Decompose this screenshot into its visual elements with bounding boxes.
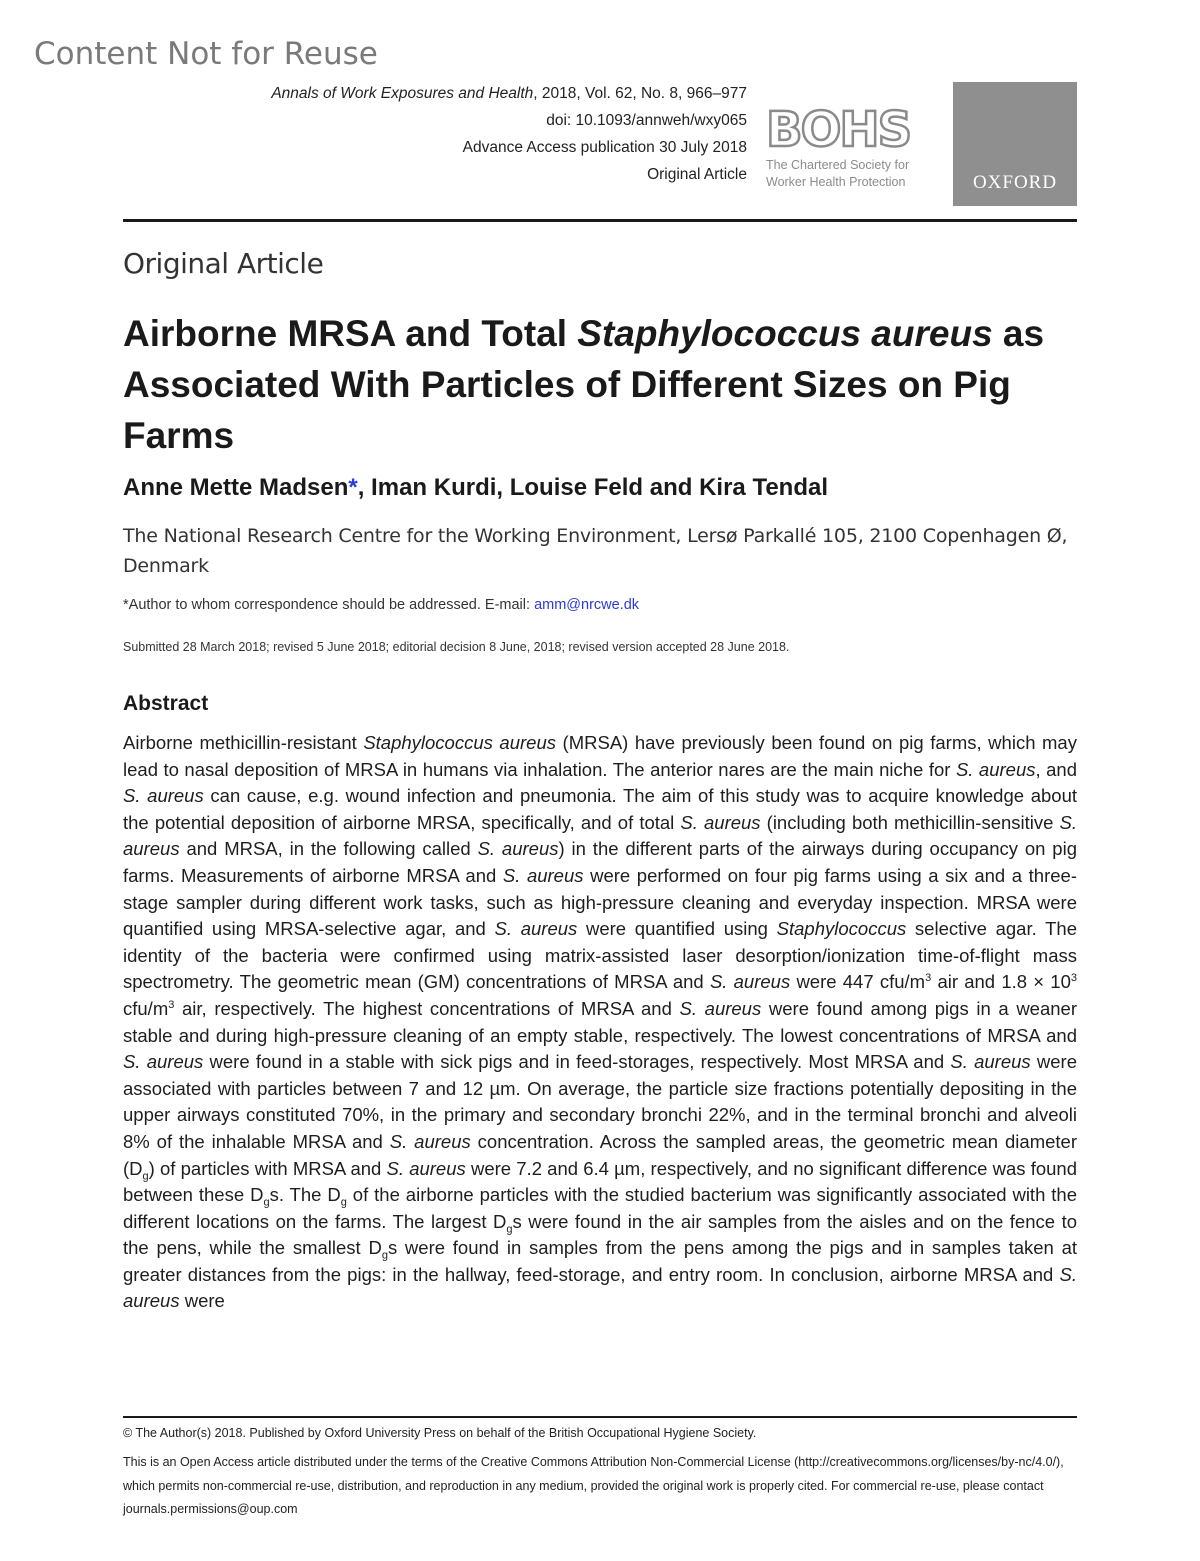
- oxford-logo: [953, 82, 1077, 206]
- abstract-segment: s were found in samples from the pens among the pigs and in samples taken at greater distances from the pigs: in the hallway, feed-storage, and entry room. In conclusion, airborne MRSA and: [123, 1237, 1077, 1285]
- abstract-segment: g: [340, 1196, 347, 1209]
- abstract-segment: g: [142, 1170, 149, 1183]
- title-italic: Staphylococcus aureus: [577, 313, 993, 354]
- abstract-segment: S. aureus: [494, 918, 578, 940]
- abstract-heading: Abstract: [123, 692, 209, 715]
- abstract-segment: S. aureus: [123, 1051, 204, 1073]
- affiliation: The National Research Centre for the Working Environment, Lersø Parkallé 105, 2100 Copenhagen Ø, Denmark: [123, 525, 1068, 577]
- abstract-segment: S. aureus: [502, 864, 584, 886]
- abstract-segment: 3: [168, 998, 175, 1011]
- abstract-segment: 3: [1070, 972, 1077, 985]
- footer-divider: [123, 1416, 1077, 1418]
- abstract-segment: (including both methicillin-sensitive: [760, 811, 1060, 833]
- journal-doi: doi: 10.1093/annweh/wxy065: [546, 112, 747, 129]
- abstract-segment: air and 1.8 × 10: [931, 971, 1071, 993]
- abstract-segment: Staphylococcus aureus: [363, 732, 556, 753]
- abstract-segment: were quantified using: [577, 918, 777, 940]
- title-part-1: Airborne MRSA and Total: [123, 313, 578, 354]
- abstract-segment: S. aureus: [680, 811, 761, 833]
- article-title: [123, 308, 1083, 461]
- author-rest: , Iman Kurdi, Louise Feld and Kira Tendal: [357, 474, 829, 501]
- article-type: Original Article: [123, 247, 324, 280]
- abstract-segment: Airborne methicillin-resistant: [123, 732, 364, 753]
- bohs-logo: [766, 104, 936, 190]
- oxford-logo-text: OXFORD: [972, 172, 1058, 193]
- correspondence-text: *Author to whom correspondence should be addressed. E-mail:: [123, 597, 535, 613]
- journal-volume: , 2018, Vol. 62, No. 8, 966–977: [533, 85, 747, 102]
- abstract-body: [123, 730, 1077, 1315]
- abstract-segment: were: [179, 1290, 225, 1312]
- abstract-segment: g: [506, 1223, 513, 1236]
- abstract-segment: , and: [1035, 758, 1077, 780]
- abstract-segment: were found in a stable with sick pigs and in feed-storages, respectively. Most MRSA and: [203, 1051, 951, 1073]
- abstract-segment: S. aureus: [123, 1263, 1077, 1312]
- abstract-segment: (MRSA) have previously been found on pig farms, which may lead to nasal deposition of MRSA in humans via inhalation. The anterior nares are the main niche for: [123, 732, 1077, 780]
- abstract-segment: can cause, e.g. wound infection and pneumonia. The aim of this study was to acquire knowledge about the potential deposition of airborne MRSA, specifically, and of total: [123, 785, 1077, 833]
- abstract-segment: were 7.2 and 6.4 µm, respectively, and no significant difference was found between these D: [123, 1157, 1078, 1206]
- abstract-segment: S. aureus: [955, 758, 1036, 780]
- abstract-segment: S. aureus: [709, 971, 791, 993]
- watermark: Content Not for Reuse: [34, 36, 378, 72]
- abstract-segment: s were found in the air samples from the aisles and on the fence to the pens, while the smallest D: [123, 1210, 1078, 1259]
- abstract-segment: S. aureus: [477, 838, 559, 860]
- abstract-segment: S. aureus: [386, 1157, 466, 1179]
- abstract-segment: s. The D: [269, 1184, 341, 1206]
- abstract-segment: Staphylococcus: [776, 918, 907, 940]
- submission-dates: Submitted 28 March 2018; revised 5 June 2018; editorial decision 8 June, 2018; revised version accepted 28 June 2018.: [123, 640, 790, 654]
- title-part-2: as Associated With Particles of Different Sizes on Pig Farms: [123, 313, 1045, 456]
- corresponding-author-link[interactable]: *: [348, 474, 358, 501]
- bohs-logo-tagline-1: The Chartered Society for: [766, 158, 910, 172]
- correspondence-note: [123, 597, 639, 613]
- bohs-logo-letters: BOHS: [766, 102, 911, 158]
- abstract-segment: S. aureus: [123, 785, 204, 807]
- abstract-segment: and MRSA, in the following called: [179, 838, 478, 860]
- abstract-segment: were found among pigs in a weaner stable and during high-pressure cleaning of an empty stable, respectively. The lowest concentrations of MRSA and: [123, 997, 1078, 1046]
- abstract-segment: air, respectively. The highest concentrations of MRSA and: [174, 997, 680, 1019]
- author-list: [123, 474, 828, 502]
- abstract-segment: were 447 cfu/m: [790, 971, 926, 993]
- license-notice: This is an Open Access article distributed under the terms of the Creative Commons Attribution Non-Commercial License (http://creativecommons.org/licenses/by-nc/4.0/), which permits non-commercial re-use, distribution, and reproduction in any medium, provided the original work is properly cited. For commercial re-use, please contact journals.permissions@oup.com: [123, 1455, 1064, 1516]
- abstract-segment: g: [263, 1196, 270, 1209]
- journal-name: Annals of Work Exposures and Health: [271, 85, 534, 102]
- abstract-segment: were associated with particles between 7 and 12 µm. On average, the particle size fractions potentially depositing in the upper airways constituted 70%, in the primary and secondary bronchi 22%, and in the terminal bronchi and alveoli 8% of the inhalable MRSA and: [123, 1051, 1077, 1152]
- journal-info: [271, 80, 747, 188]
- abstract-segment: were performed on four pig farms using a six and a three-stage sampler during different work tasks, such as high-pressure cleaning and everyday inspection. MRSA were quantified using MRSA-selective agar, and: [123, 864, 1077, 940]
- email-link[interactable]: amm@nrcwe.dk: [534, 597, 640, 613]
- abstract-segment: S. aureus: [679, 997, 762, 1019]
- journal-type: Original Article: [647, 166, 747, 183]
- abstract-segment: of the airborne particles with the studied bacterium was significantly associated with the different locations on the farms. The largest D: [123, 1184, 1078, 1232]
- abstract-segment: S. aureus: [950, 1051, 1031, 1073]
- abstract-segment: cfu/m: [123, 997, 169, 1019]
- abstract-segment: S. aureus: [389, 1130, 471, 1152]
- abstract-segment: ) in the different parts of the airways during occupancy on pig farms. Measurements of airborne MRSA and: [123, 838, 1077, 886]
- abstract-segment: S. aureus: [123, 811, 1078, 860]
- abstract-segment: ) of particles with MRSA and: [148, 1157, 387, 1179]
- abstract-segment: 3: [925, 972, 932, 985]
- bohs-logo-tagline-2: Worker Health Protection: [766, 175, 906, 189]
- abstract-segment: concentration. Across the sampled areas, the geometric mean diameter (D: [123, 1130, 1077, 1179]
- copyright-notice: © The Author(s) 2018. Published by Oxford University Press on behalf of the British Occupational Hygiene Society.: [123, 1426, 757, 1440]
- abstract-segment: g: [381, 1249, 388, 1262]
- abstract-segment: selective agar. The identity of the bacteria were confirmed using matrix-assisted laser desorption/ionization time-of-flight mass spectrometry. The geometric mean (GM) concentrations of MRSA and: [123, 918, 1077, 993]
- author-first: Anne Mette Madsen: [123, 474, 349, 501]
- journal-citation: [271, 80, 747, 107]
- header-divider: [123, 219, 1077, 222]
- journal-access: Advance Access publication 30 July 2018: [462, 139, 747, 156]
